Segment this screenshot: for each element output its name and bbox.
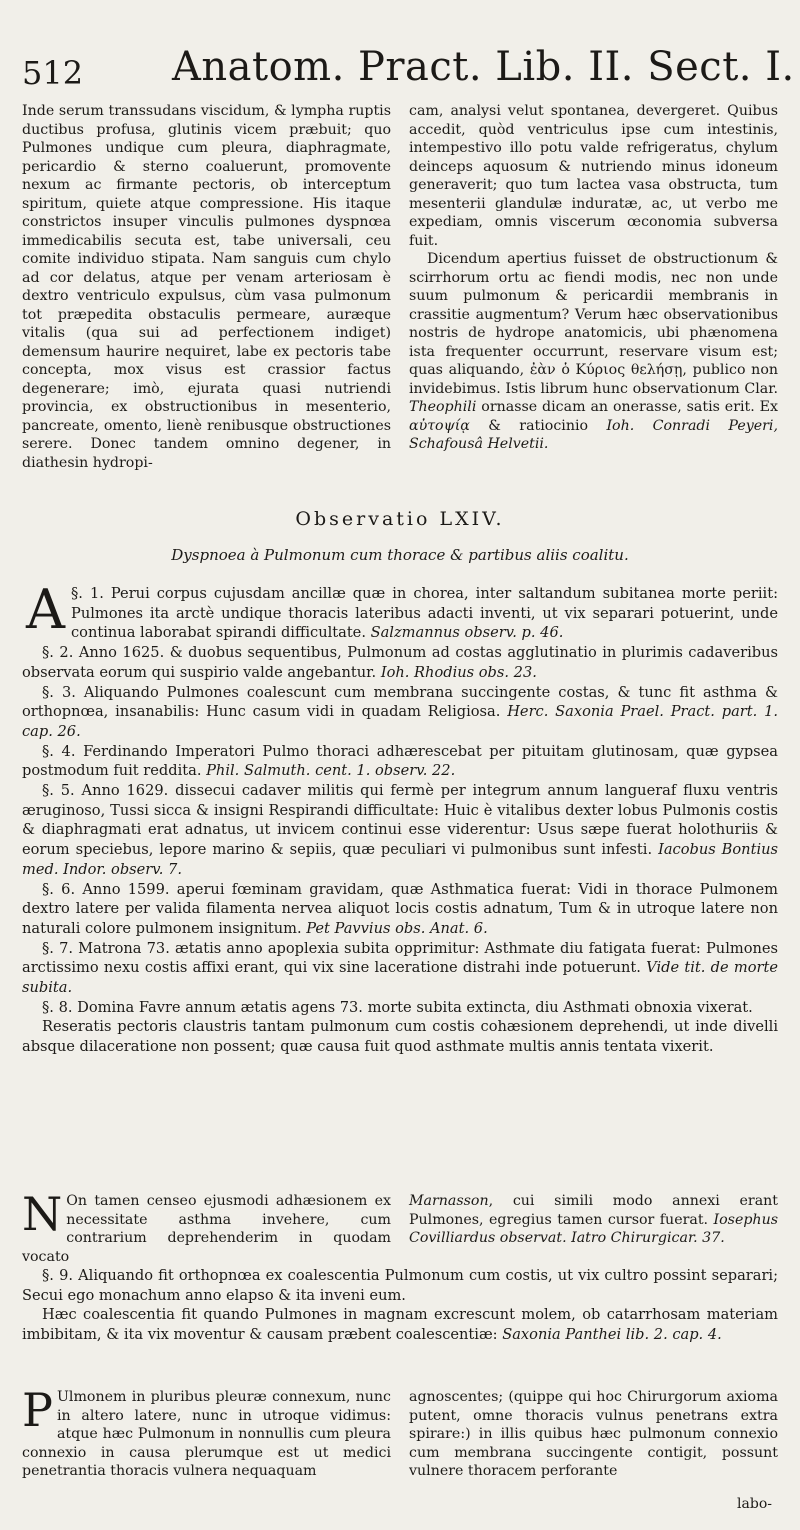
section-mark: §. 7. [42,939,73,957]
paragraph-text: Perui corpus cujusdam ancillæ quæ in chorea, inter saltandum subitanea morte periit: Pulmones ita arctè undique thoracis lateribus adacti inventi, ut vix separari potuerint, unde continua laborabat spirandi difficultate. [71,585,778,642]
citation: Vide tit. de morte subita. [22,959,778,997]
top-right-paragraph: cam, analysi velut spontanea, devergeret. Quibus accedit, quòd ventriculus ipse cum intestinis, intempestivo illo potu valde refrigeratus, chylum deinceps aquosum & nutriendo minus idoneum generaverit; quo tum lactea vasa obstructa, tum mesenterii glandulæ induratæ, ac, ut verbo me expediam, omnis viscerum œconomia subversa fuit. [409,103,778,249]
greek-word: αὐτοψίᾳ [409,417,470,434]
paragraph-text: , cui simili modo annexi erant Pulmones, egregius tamen cursor fuerat. [409,1193,778,1228]
paragraph-1 [22,578,778,643]
paragraph-9 [22,1266,778,1305]
observation-paragraphs [22,578,779,1057]
citation: Herc. Saxonia Prael. Pract. part. 1. cap. 26. [22,703,779,740]
citation: Iacobus Bontius med. Indor. observ. 7. [22,841,778,878]
text-run: & ratiocinio [469,417,607,434]
paragraph-text: Anno 1599. aperui fœminam gravidam, quæ Asthmatica fuerat: Vidi in thorace Pulmonem dextro latere per valida filamenta nervea aliquot locis costis adnatum, Tum & in utroque latere non naturali colore pulmonem insignitum. [22,880,778,937]
observation-title: Observatio LXIV. [295,508,505,530]
note-right-column [409,1192,778,1266]
paragraph-8b [22,1017,778,1056]
citation: Pet Pavvius obs. Anat. 6. [306,919,488,937]
bottom-left-column [22,1383,391,1481]
top-right-paragraph-2 [409,250,778,454]
paragraph-text: Aliquando fit orthopnœa ex coalescentia Pulmonum cum costis, ut vix cultro possint separari; Secui ego monachum anno elapso & ita inveni eum. [22,1267,779,1304]
drop-cap: P [22,1383,53,1437]
paragraph-4 [22,742,778,781]
citation: Ioh. Rhodius obs. 23. [380,663,537,681]
section-mark: §. 1. [71,585,104,602]
note-left-paragraph [22,1187,391,1266]
running-title: Anatom. Pract. Lib. II. Sect. I. [172,44,795,90]
note-right-paragraph [409,1192,778,1248]
section-mark: §. 8. [42,998,73,1016]
paragraph-3 [22,683,778,742]
page-number: 512 [22,54,84,92]
section-mark: §. 4. [42,742,76,760]
section-mark: §. 3. [42,683,76,701]
text-run: ornasse dicam an onerasse, satis erit. Ex [476,399,778,415]
paragraph-text: Reseratis pectoris claustris tantam pulmonum cum costis cohæsionem deprehendi, ut inde divelli absque dilaceratione non possent; quæ causa fuit quod asthmate multis annis tentata vixerit. [22,1018,778,1056]
section-mark: §. 5. [42,782,75,800]
paragraph-text: Matrona 73. ætatis anno apoplexia subita opprimitur: Asthmate diu fatigata fuerat: Pulmones arctissimo nexu costis affixi erant, qui vix sine laceratione distrahi inde potuerunt. [22,939,779,977]
observation-subtitle: Dyspnoea à Pulmonum cum thorace & partibus aliis coalitu. [171,546,629,564]
citation: Saxonia Panthei lib. 2. cap. 4. [502,1326,722,1344]
section-mark: §. 9. [42,1267,73,1284]
citation: Phil. Salmuth. cent. 1. observ. 22. [206,762,456,780]
paragraph-6 [22,880,778,939]
paragraph-text: Ferdinando Imperatori Pulmo thoraci adhærescebat per pituitam glutinosam, quæ gypsea postmodum fuit reddita. [22,742,778,780]
paragraph-text: Anno 1625. & duobus sequentibus, Pulmonum ad costas agglutinatio in plurimis cadaveribus observata eorum qui suspirio valde angebantur. [22,644,778,681]
paragraph-text: On tamen censeo ejusmodi adhæsionem ex necessitate asthma invehere, cum contrarium deprehenderim in quodam vocato [22,1193,391,1265]
paragraph-9-block [22,1266,778,1345]
paragraph-text: Hæc coalescentia fit quando Pulmones in magnam excrescunt molem, ob catarrhosam materiam imbibitam, & ita vix moventur & causam præbent coalescentiæ: [22,1306,778,1344]
section-mark: §. 6. [42,880,76,898]
top-left-paragraph: Inde serum transsudans viscidum, & lympha ruptis ductibus profusa, glutinis vicem præbuit; quo Pulmones undique cum pleura, diaphragmate, pericardio & sterno coaluerunt, promovente nexum ac firmante pectoris, ob interceptum spiritum, quiete atque compressione. His itaque constrictos insuper vinculis pulmones dyspnœa immedicabilis secuta est, tabe universali, ceu comite individuo stipata. Nam sanguis cum chylo ad cor delatus, atque per venam arteriosam è dextro ventriculo expulsus, cùm vasa pulmonum tot præpedita obstaculis permeare, auræque vitalis (qua sui ad perfectionem indiget) demensum haurire nequiret, labe ex pectoris tabe concepta, mox visus est crassior factus degenerare; imò, ejurata quasi nutriendi provincia, ex obstructionibus in mesenterio, pancreate, omento, lienè renibusque obstructiones serere. Donec tandem omnino degener, in diathesin hydropi- [22,103,391,471]
note-left-column [22,1187,391,1266]
signature: Ioh. Conradi Peyeri, Schafousâ Helvetii. [409,417,778,452]
author-name: Theophili [409,399,477,415]
drop-cap: N [22,1187,63,1241]
bottom-right-column [409,1388,778,1481]
citation: Iosephus Covilliardus observat. Iatro Chirurgicar. 37. [409,1211,778,1246]
top-right-column [409,102,778,472]
paragraph-2 [22,643,778,682]
bottom-left-paragraph [22,1383,391,1481]
paragraph-8 [22,998,778,1018]
paragraph-7 [22,939,778,998]
paragraph-text: Anno 1629. dissecui cadaver militis qui fermè per integrum annum langueraf fluxu ventris æruginoso, Tussi sicca & insigni Respirandi difficultate: Huic è vitalibus dexter lobus Pulmonis costis & diaphragmati erat adnatus, ut invicem continui esse viderentur: Usus sæpe fuerat holothuriis & eorum speciebus, lepore marino & sepiis, quæ peculiari vi pulmonibus sunt infesti. [22,782,779,859]
bottom-right-paragraph: agnoscentes; (quippe qui hoc Chirurgorum axioma putent, omne thoracis vulnus penetrans extra spirare:) in illis quibus hæc pulmonum connexio cum membrana succingente contigit, possunt vulnere thoracem perforante [409,1389,778,1479]
paragraph-text: Aliquando Pulmones coalescunt cum membrana succingente costas, & tunc fit asthma & orthopnœa, insanabilis: Hunc casum vidi in quadam Religiosa. [22,683,778,721]
note-two-column [22,1187,778,1266]
paragraph-5 [22,781,778,880]
paragraph-text: Domina Favre annum ætatis agens 73. morte subita extincta, diu Asthmati obnoxia vixerat. [77,998,753,1016]
top-left-column [22,102,391,472]
person-name: Marnasson [409,1193,489,1209]
section-mark: §. 2. [42,644,74,662]
drop-cap: A [26,578,65,641]
citation: Salzmannus observ. p. 46. [370,624,564,642]
catchword: labo- [737,1496,772,1512]
bottom-two-column [22,1383,778,1481]
top-two-column-text [22,102,778,472]
paragraph-9b [22,1305,778,1344]
text-run: Dicendum apertius fuisset de obstructionum & scirrhorum ortu ac fiendi modis, nec non unde suum pulmonum & pericardii membranis in crassitie augmentum? Verum hæc observationibus nostris de hydrope anatomicis, ubi phænomena ista frequenter occurrunt, reservare visum est; quas aliquando, ἐὰν ὁ Κύριος θελήσῃ, publico non invidebimus. Istis librum hunc observationum Clar. [409,251,778,397]
paragraph-text: Ulmonem in pluribus pleuræ connexum, nunc in altero latere, nunc in utroque vidimus: atque hæc Pulmonum in nonnullis cum pleura connexio in causa plerumque est ut medici penetrantia thoracis vulnera nequaquam [22,1389,391,1479]
running-header [22,42,795,100]
